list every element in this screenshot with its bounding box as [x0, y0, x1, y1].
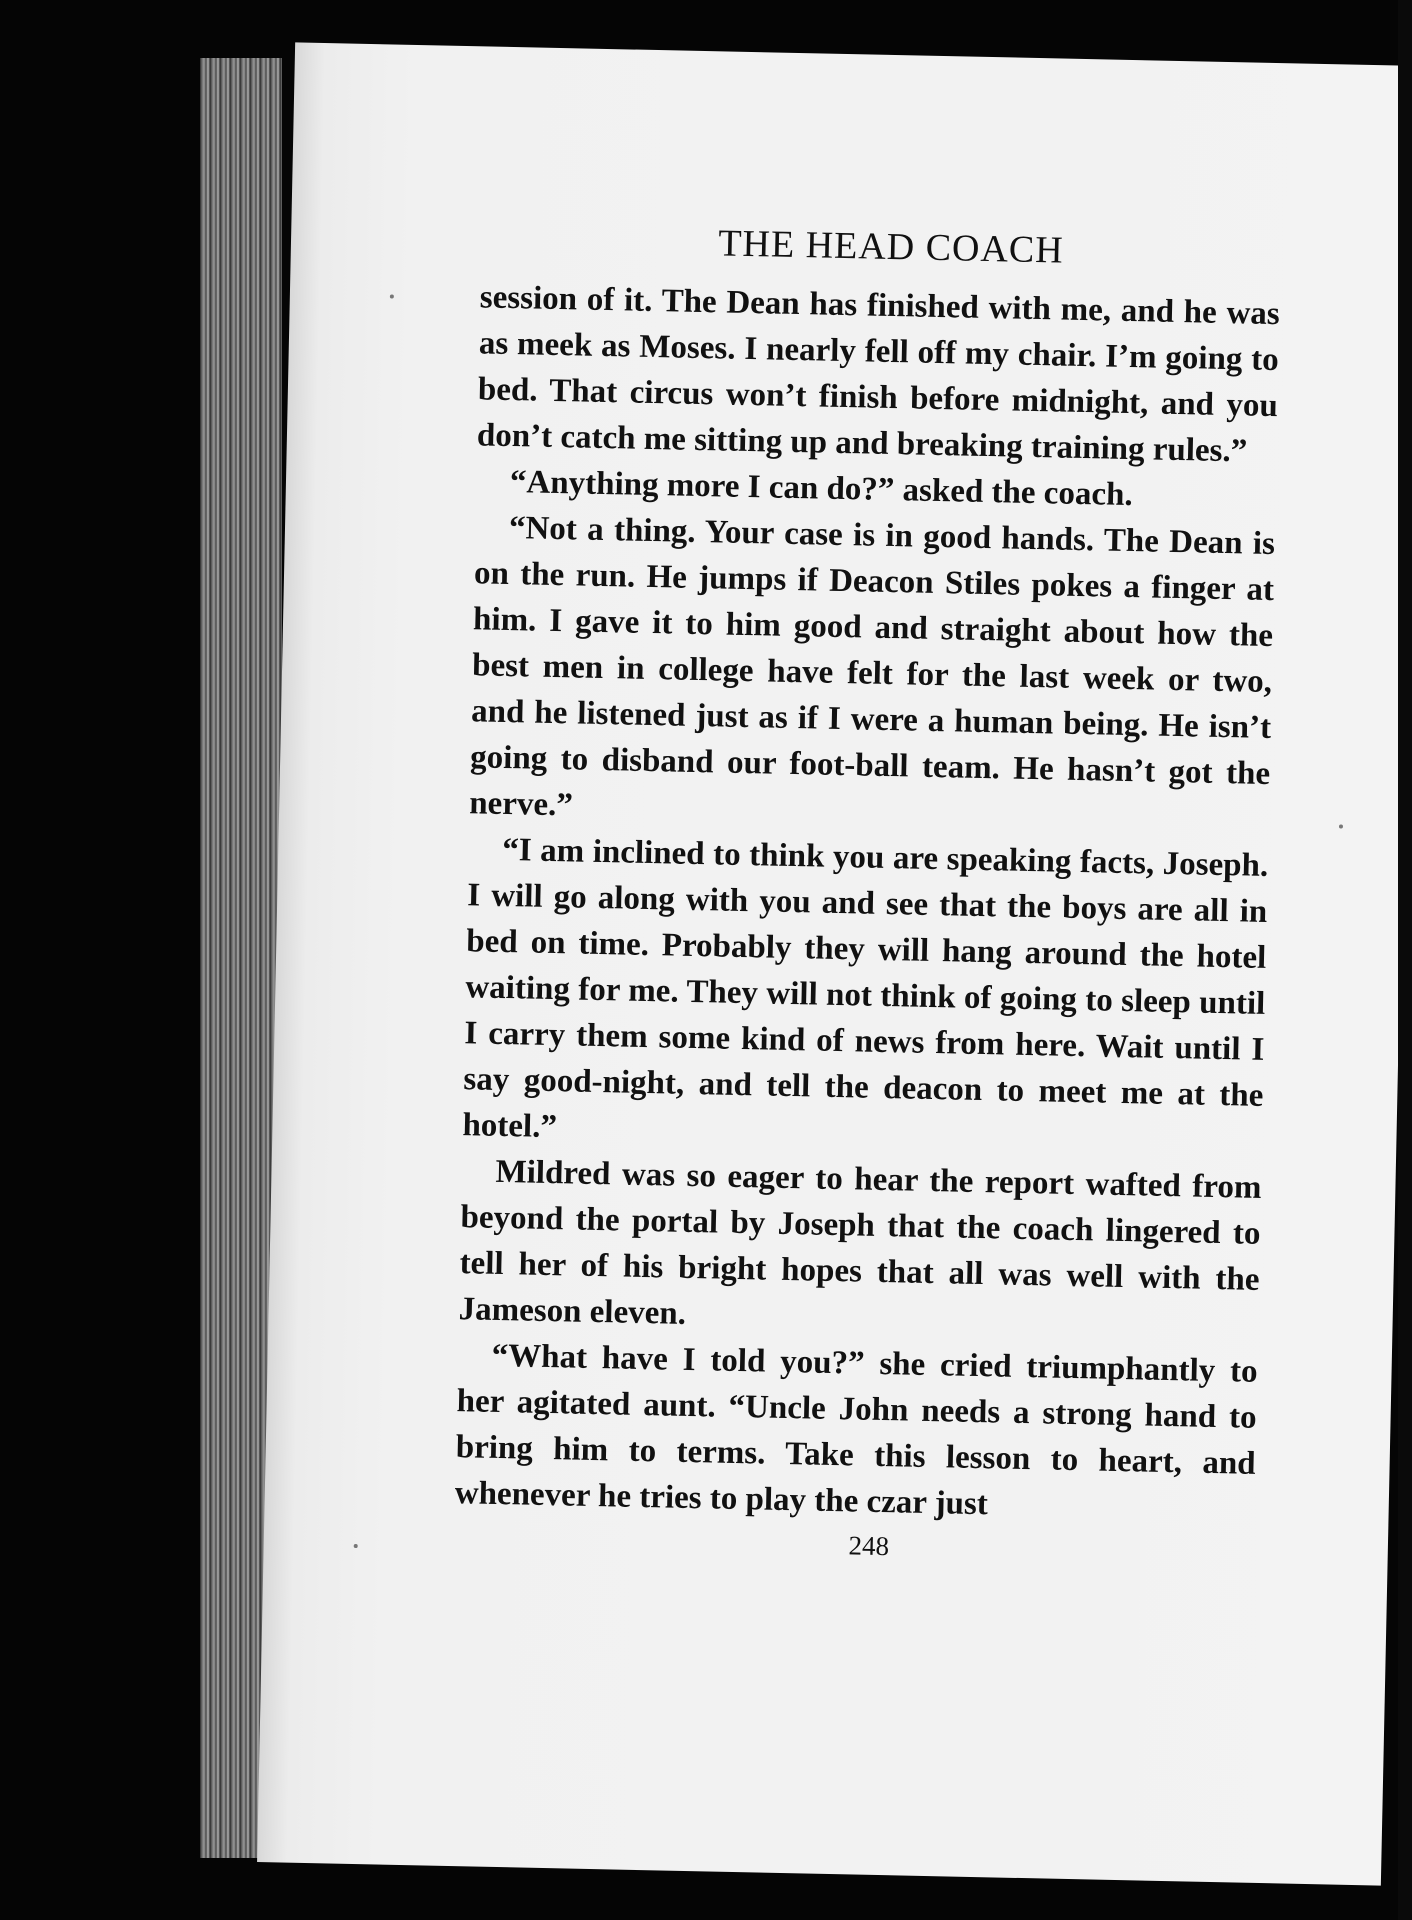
right-page-edge — [1398, 0, 1412, 1920]
paragraph: session of it. The Dean has finished with me, and he was as meek as Moses. I nearly fell off my chair. I’m going to bed. That circus won’t finish before midnight, and you don’t catch me sitting up and breaking training rules.” — [476, 279, 1281, 470]
paragraph: “I am inclined to think you are speaking facts, Joseph. I will go along with you and see that the boys are all in bed on time. Probably they will hang around the hotel waiting for me. They will not think of going to sleep until I carry them some kind of news from here. Wait until I say good-night, and tell the deacon to meet me at the hotel.” — [462, 831, 1269, 1146]
paragraph: “Not a thing. Your case is in good hands. The Dean is on the run. He jumps if Deacon Stiles pokes a finger at him. I gave it to him good and straight about how the best men in college have felt for the last week or two, and he listened just as if I were a human being. He isn’t going to disband our foot-ball team. He hasn’t got the nerve.” — [468, 510, 1276, 824]
paragraph: “What have I told you?” she cried triumphantly to her agitated aunt. “Uncle John needs a strong hand to bring him to terms. Take this lesson to heart, and whenever he tries to play the czar just — [454, 1337, 1258, 1523]
paper-speck — [1339, 824, 1343, 828]
text-block — [454, 216, 1282, 1569]
paragraph: “Anything more I can do?” asked the coach. — [509, 464, 1134, 514]
paper-speck — [390, 294, 394, 298]
paper-speck — [354, 1544, 358, 1548]
page-number: 248 — [848, 1530, 890, 1562]
paragraph: Mildred was so eager to hear the report wafted from beyond the portal by Joseph that the coach lingered to tell her of his bright hopes that all was well with the Jameson eleven. — [458, 1153, 1262, 1332]
book-page — [257, 42, 1412, 1885]
running-head: THE HEAD COACH — [717, 222, 1065, 272]
